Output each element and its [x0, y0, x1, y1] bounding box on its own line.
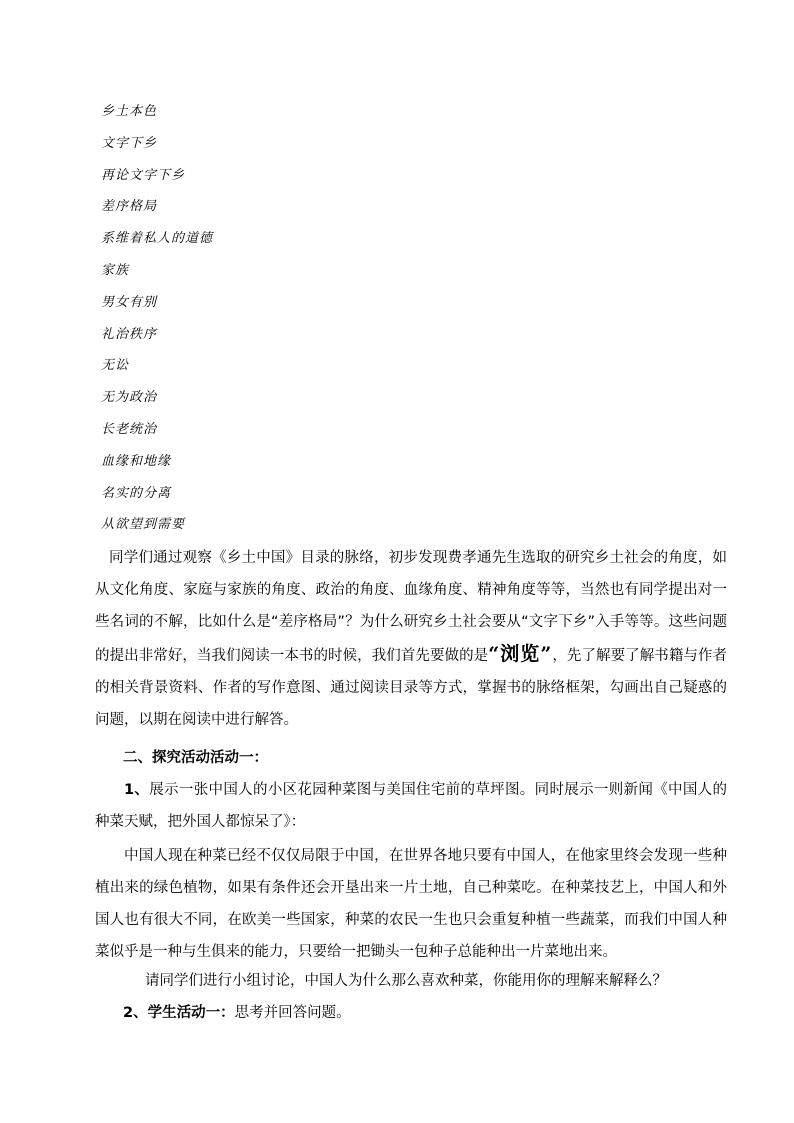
toc-item: 再论文字下乡 [101, 167, 186, 183]
toc-item: 名实的分离 [101, 485, 172, 501]
toc-item: 系维着私人的道德 [101, 231, 214, 247]
table-of-contents [101, 100, 213, 545]
intro-text-part2: ，先了解要了解书籍与作者的相关背景资料、作者的写作意图、通过阅读目录等方式，掌握书的脉络框架，勾画出自己疑惑的问题，以期在阅读中进行解答。 [95, 648, 728, 728]
toc-item: 家族 [101, 262, 130, 278]
news-paragraph: 中国人现在种菜已经不仅仅局限于中国，在世界各地只要有中国人，在他家里终会发现一些种植出来的绿色植物，如果有条件还会开垦出来一片土地，自己种菜吃。在种菜技艺上，中国人和外国人也有很大不同，在欧美一些国家，种菜的农民一生也只会重复种植一些蔬菜，而我们中国人种菜似乎是一种与生俱来的能力，只要给一把锄头一包种子总能种出一片菜地出来。 [95, 848, 727, 960]
toc-item: 礼治秩序 [101, 326, 158, 342]
item2-label: 2、学生活动一： [123, 1005, 235, 1021]
item2-text: 思考并回答问题。 [234, 1005, 351, 1021]
item1-label: 1、 [124, 782, 150, 798]
toc-item: 长老统治 [101, 421, 158, 437]
toc-item: 无为政治 [101, 390, 158, 406]
item1-text: 展示一张中国人的小区花园种菜图与美国住宅前的草坪图。同时展示一则新闻《中国人的种菜天赋，把外国人都惊呆了》： [95, 782, 727, 830]
toc-item: 从欲望到需要 [101, 517, 186, 533]
toc-item: 文字下乡 [101, 135, 158, 151]
toc-item: 无讼 [101, 358, 130, 374]
intro-paragraph [95, 542, 727, 736]
item1-paragraph [95, 774, 727, 838]
toc-item: 差序格局 [101, 199, 158, 215]
item2-paragraph [123, 997, 755, 1029]
toc-item: 男女有别 [101, 294, 158, 310]
section-heading: 二、探究活动活动一： [123, 750, 268, 766]
intro-text-part1: 同学们通过观察《乡土中国》目录的脉络，初步发现费孝通先生选取的研究乡土社会的角度，如从文化角度、家庭与家族的角度、政治的角度、血缘角度、精神角度等等，当然也有同学提出对一些名词的不解，比如什么是“差序格局”？为什么研究乡土社会要从“文字下乡”入手等等。这些问题的提出非常好，当我们阅读一本书的时候，我们首先要做的是 [95, 550, 727, 664]
emphasis-browse: “浏览” [488, 643, 553, 665]
toc-item: 血缘和地缘 [101, 453, 172, 469]
toc-item: 乡土本色 [101, 104, 158, 119]
discussion-prompt: 请同学们进行小组讨论，中国人为什么那么喜欢种菜，你能用你的理解来解释么？ [145, 973, 667, 989]
